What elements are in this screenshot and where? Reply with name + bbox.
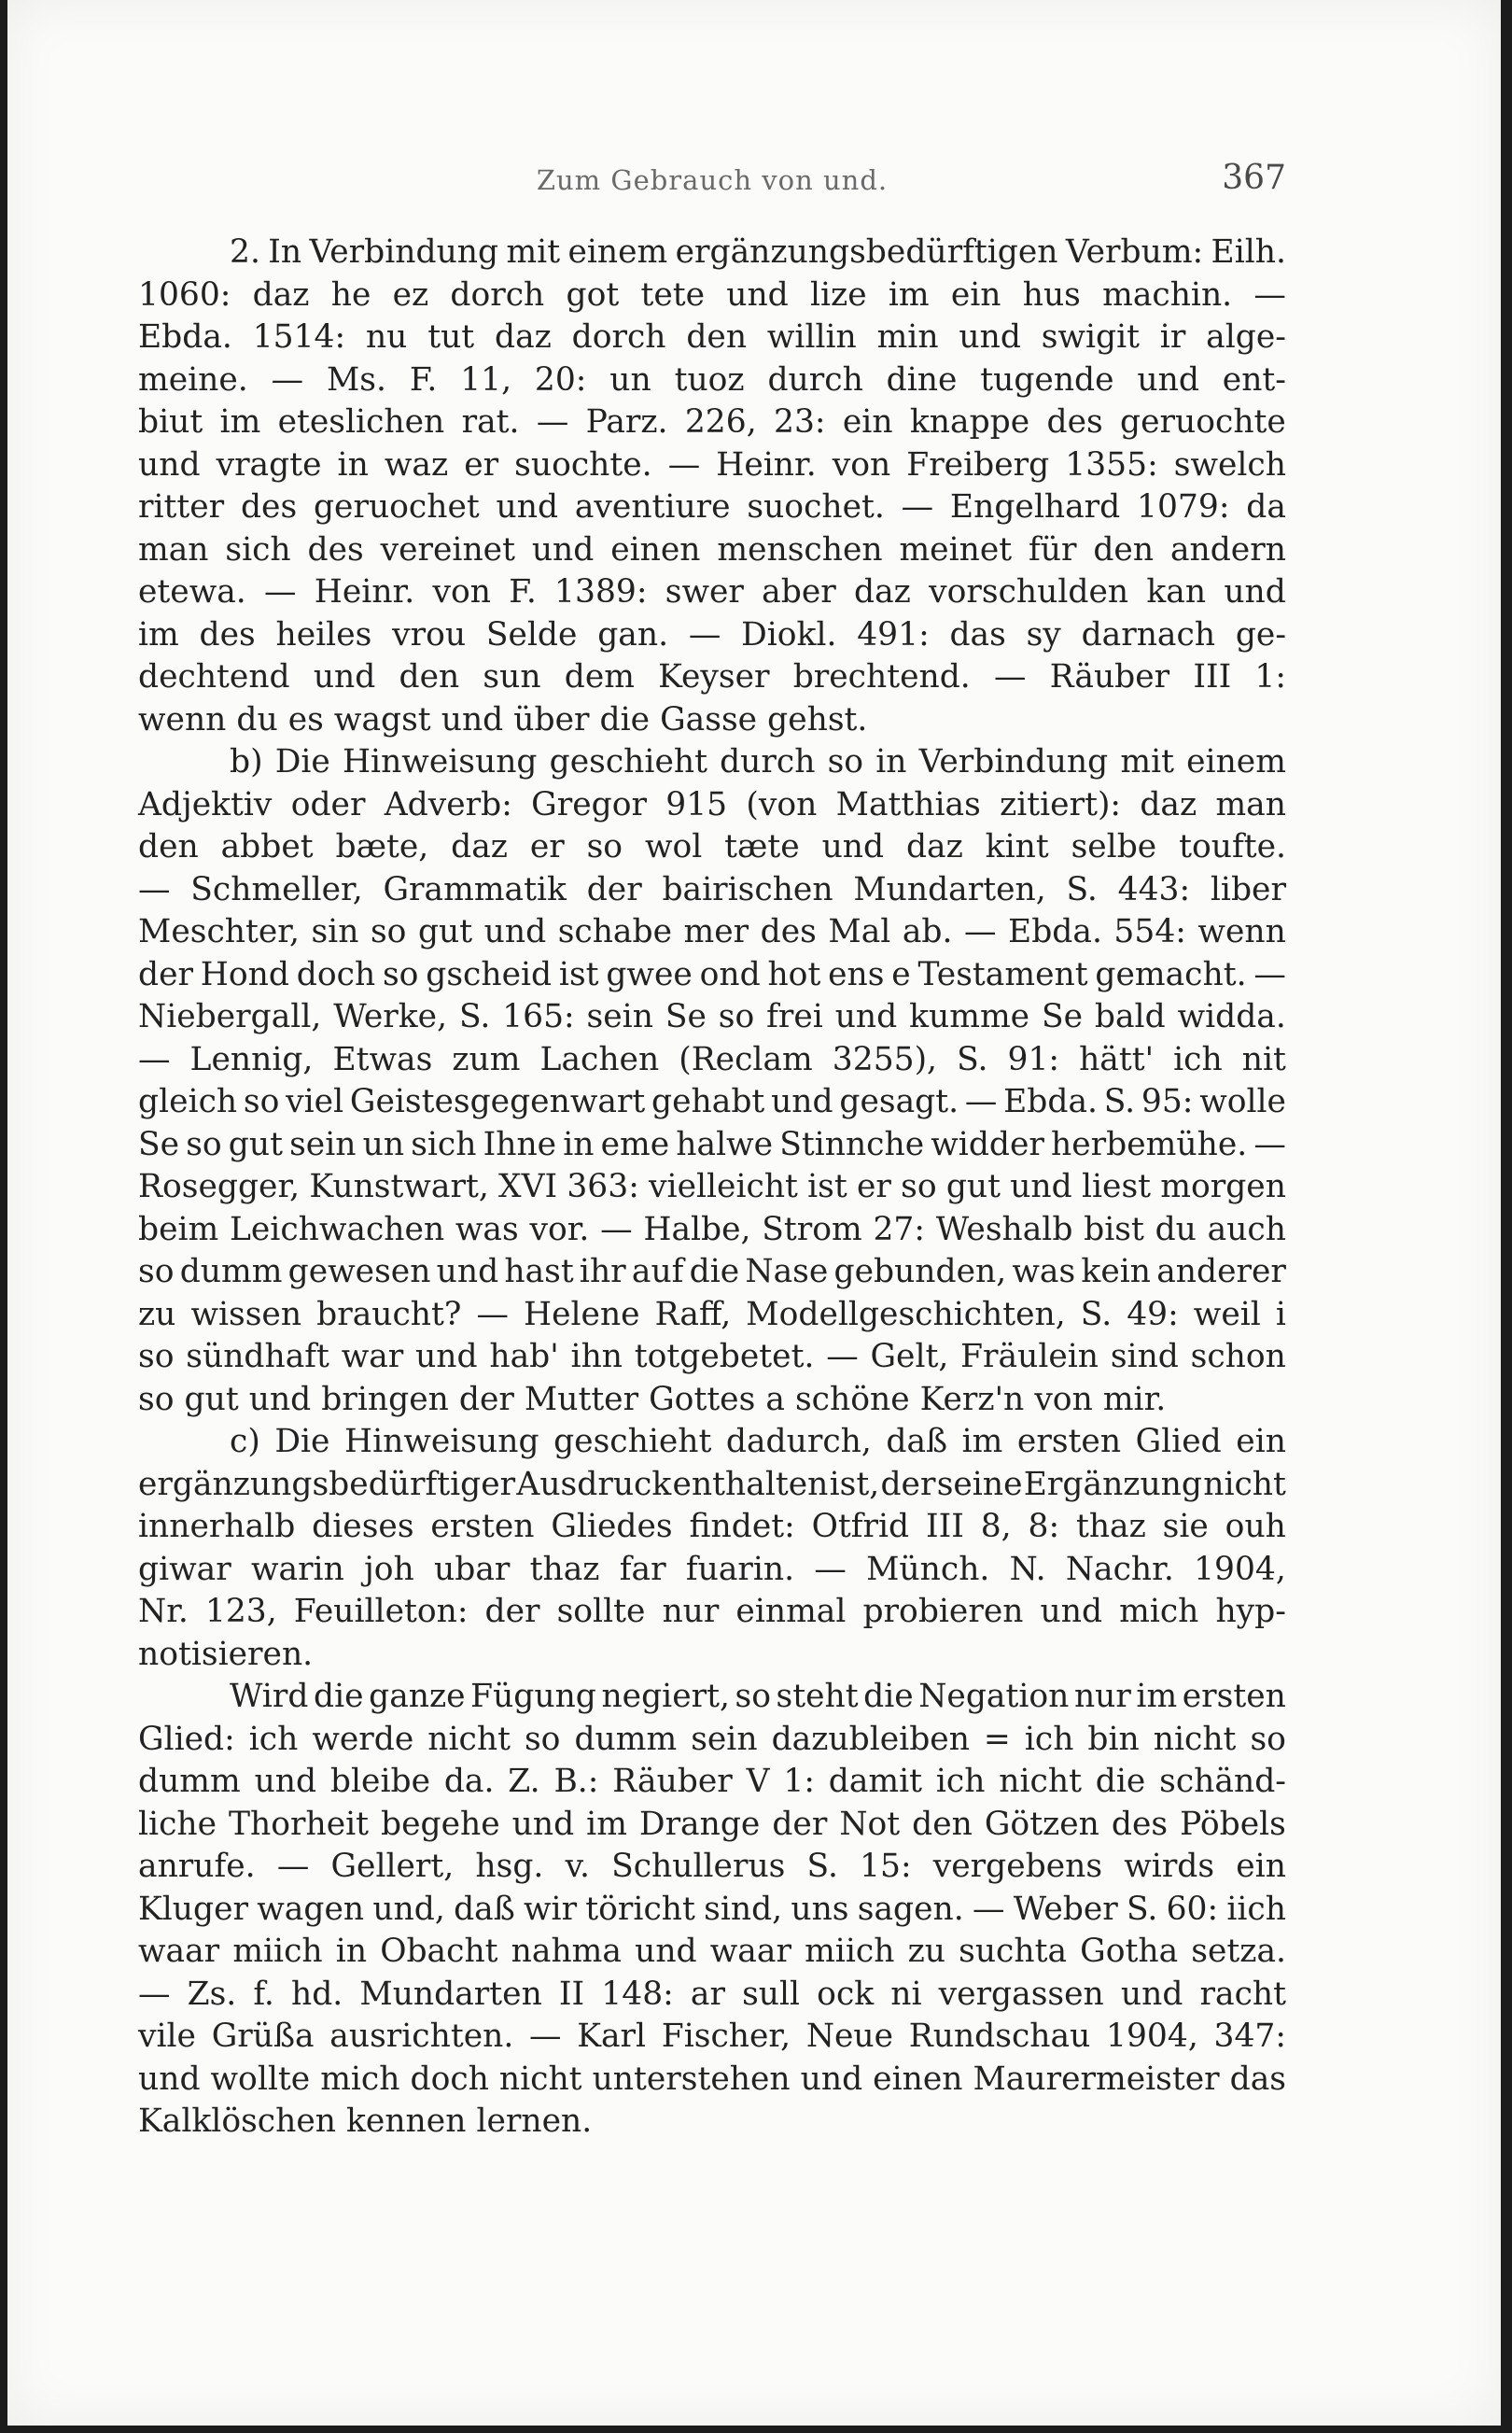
text-line: zu wissen braucht? — Helene Raff, Modellgeschichten, S. 49: weil i [138,1295,1286,1333]
text-line: Ebda. 1514: nu tut daz dorch den willin min und swigit ir alge- [138,318,1286,356]
text-line: b) Die Hinweisung geschieht durch so in Verbindung mit einem [230,743,1286,781]
text-line: biut im eteslichen rat. — Parz. 226, 23: ein knappe des geruochte [138,403,1286,441]
text-line: dumm und bleibe da. Z. B.: Räuber V 1: damit ich nicht die schänd- [138,1763,1286,1800]
text-line: so gut und bringen der Mutter Gottes a schöne Kerz'n von mir. [138,1380,1167,1418]
text-line: Se so gut sein un sich Ihne in eme halwe Stinnche widder herbemühe. — [138,1125,1286,1163]
page-number: 367 [1222,159,1286,197]
text-line: — Zs. f. hd. Mundarten II 148: ar sull ock ni vergassen und racht [138,1975,1286,2013]
text-line: wenn du es wagst und über die Gasse gehst. [138,700,868,738]
text-line: und vragte in waz er suochte. — Heinr. von Freiberg 1355: swelch [138,445,1286,484]
text-line: im des heiles vrou Selde gan. — Diokl. 491: das sy darnach ge- [138,615,1286,654]
text-line: man sich des vereinet und einen menschen meinet für den andern [138,530,1286,569]
text-line: meine. — Ms. F. 11, 20: un tuoz durch dine tugende und ent- [138,360,1286,399]
text-line: c) Die Hinweisung geschieht dadurch, daß im ersten Glied ein [230,1423,1286,1460]
text-line: und wollte mich doch nicht unterstehen und einen Maurermeister das [138,2060,1286,2098]
text-line: Nr. 123, Feuilleton: der sollte nur einmal probieren und mich hyp- [138,1593,1286,1630]
text-line: notisieren. [138,1635,314,1673]
text-line: giwar warin joh ubar thaz far fuarin. — Münch. N. Nachr. 1904, [138,1550,1286,1588]
body-text [138,232,1286,2144]
text-line: anrufe. — Gellert, hsg. v. Schullerus S. 15: vergebens wirds ein [138,1848,1286,1885]
text-line: etewa. — Heinr. von F. 1389: swer aber daz vorschulden kan und [138,573,1286,611]
text-line: 1060: daz he ez dorch got tete und lize im ein hus machin. — [138,275,1286,314]
page-header [138,159,1286,205]
text-line: so dumm gewesen und hast ihr auf die Nase gebunden, was kein anderer [138,1253,1286,1290]
text-line: Rosegger, Kunstwart, XVI 363: vielleicht ist er so gut und liest morgen [138,1168,1286,1205]
book-page [7,0,1501,2426]
text-line: Kalklöschen kennen lernen. [138,2103,593,2140]
text-line: vile Grüßa ausrichten. — Karl Fischer, Neue Rundschau 1904, 347: [138,2018,1286,2055]
text-line: beim Leichwachen was vor. — Halbe, Strom 27: Weshalb bist du auch [138,1210,1286,1248]
text-line: gleich so viel Geistesgegenwart gehabt und gesagt. — Ebda. S. 95: wolle [138,1083,1286,1120]
text-line: 2. In Verbindung mit einem ergänzungsbedürftigen Verbum: Eilh. [230,233,1286,271]
text-line: ritter des geruochet und aventiure suochet. — Engelhard 1079: da [138,488,1286,526]
text-line: Kluger wagen und, daß wir töricht sind, uns sagen. — Weber S. 60: iich [138,1890,1286,1928]
running-head: Zum Gebrauch von und. [536,164,889,196]
text-line: Adjektiv oder Adverb: Gregor 915 (von Matthias zitiert): daz man [138,785,1286,823]
text-line: liche Thorheit begehe und im Drange der Not den Götzen des Pöbels [138,1805,1286,1843]
text-line: Meschter, sin so gut und schabe mer des Mal ab. — Ebda. 554: wenn [138,913,1286,950]
text-line: — Schmeller, Grammatik der bairischen Mundarten, S. 443: liber [138,870,1286,908]
text-line: waar miich in Obacht nahma und waar miich zu suchta Gotha setza. [138,1933,1286,1970]
text-line: so sündhaft war und hab' ihn totgebetet. — Gelt, Fräulein sind schon [138,1338,1286,1375]
text-line: ergänzungsbedürftiger Ausdruck enthalten ist, der seine Ergänzung nicht [138,1465,1286,1503]
text-line: Glied: ich werde nicht so dumm sein dazubleiben = ich bin nicht so [138,1720,1286,1758]
text-line: dechtend und den sun dem Keyser brechtend. — Räuber III 1: [138,658,1286,696]
text-line: innerhalb dieses ersten Gliedes findet: Otfrid III 8, 8: thaz sie ouh [138,1508,1286,1545]
text-line: der Hond doch so gscheid ist gwee ond hot ens e Testament gemacht. — [138,955,1286,993]
text-line: — Lennig, Etwas zum Lachen (Reclam 3255), S. 91: hätt' ich nit [138,1040,1286,1078]
text-line: Niebergall, Werke, S. 165: sein Se so frei und kumme Se bald widda. [138,998,1286,1035]
text-line: den abbet bæte, daz er so wol tæte und daz kint selbe toufte. [138,828,1286,865]
text-line: Wird die ganze Fügung negiert, so steht die Negation nur im ersten [230,1678,1286,1715]
